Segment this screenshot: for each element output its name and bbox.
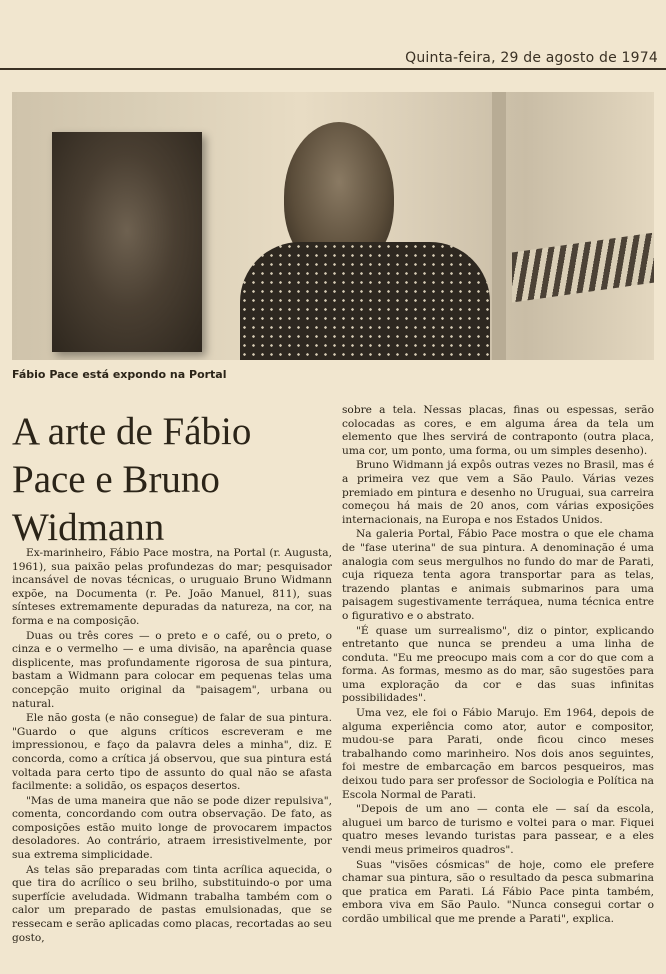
header-date: Quinta-feira, 29 de agosto de 1974 xyxy=(405,50,658,66)
photo-caption: Fábio Pace está expondo na Portal xyxy=(12,368,227,381)
paragraph: Suas "visões cósmicas" de hoje, como ele prefere chamar sua pintura, são o resultado da pesca submarina que pratica em Parati. Lá Fábio Pace pinta também, embora viva em São Paulo. "Nunca consegui cortar o cordão umbilical que me prende a Parati", explica. xyxy=(342,858,654,925)
paragraph: Ele não gosta (e não consegue) de falar de sua pintura. "Guardo o que alguns críticos escreveram e me impressionou, e faço da palavra deles a minha", diz. E concorda, como a crítica já observou, que sua pintura está voltada para certo tipo de assunto do qual não se afasta facilmente: a solidão, os espaços desertos. xyxy=(12,712,332,793)
article-column-left xyxy=(12,547,332,946)
article-headline: A arte de Fábio Pace e Bruno Widmann xyxy=(12,410,252,549)
paragraph: "É quase um surrealismo", diz o pintor, explicando entretanto que nunca se prendeu a uma linha de conduta. "Eu me preocupo mais com a cor do que com a forma. As formas, mesmo as do mar, são sugestões para uma exploração da cor e das suas infinitas possibilidades". xyxy=(342,624,654,705)
paragraph: "Mas de uma maneira que não se pode dizer repulsiva", comenta, concordando com outra observação. De fato, as composições estão muito longe de provocarem impactos desoladores. Ao contrário, atraem irresistivelmente, por sua extrema simplicidade. xyxy=(12,794,332,862)
article-column-right xyxy=(342,404,654,928)
paragraph: Bruno Widmann já expôs outras vezes no Brasil, mas é a primeira vez que vem a São Paulo. Várias vezes premiado em pintura e desenho no Uruguai, sua carreira começou há mais de 20 anos, com várias exposições internacionais, na Europa e nos Estados Unidos. xyxy=(342,459,654,526)
paragraph: Na galeria Portal, Fábio Pace mostra o que ele chama de "fase uterina" de sua pintura. A denominação é uma analogia com seus mergulhos no fundo do mar de Parati, cuja riqueza tenta agora transportar para as telas, trazendo plantas e animais submarinos para uma paisagem sugestivamente terráquea, numa técnica entre o figurativo e o abstrato. xyxy=(342,528,654,622)
paragraph: Uma vez, ele foi o Fábio Marujo. Em 1964, depois de alguma experiência como ator, autor e compositor, mudou-se para Parati, onde ficou cinco meses trabalhando como marinheiro. Nos dois anos seguintes, foi mestre de embarcação em barcos pesqueiros, mas deixou tudo para ser professor de Sociologia e Política na Escola Normal de Parati. xyxy=(342,707,654,801)
striped-awning xyxy=(512,231,654,302)
door-frame xyxy=(492,92,506,360)
paragraph: Duas ou três cores — o preto e o café, ou o preto, o cinza e o vermelho — e uma divisão, na aparência quase displicente, mas profundamente rigorosa de sua pintura, bastam a Widmann para colocar em pequenas telas uma concepção muito original da "paisagem", urbana ou natural. xyxy=(12,629,332,710)
paragraph: sobre a tela. Nessas placas, finas ou espessas, serão colocadas as cores, e em alguma área da tela um elemento que lhes servirá de contraponto (outra placa, uma cor, um ponto, uma forma, ou um simples desenho). xyxy=(342,404,654,457)
paragraph: "Depois de um ano — conta ele — saí da escola, aluguei um barco de turismo e voltei para o mar. Fiquei quatro meses levando turistas para passear, e a eles vendi meus primeiros quadros". xyxy=(342,803,654,856)
header-rule xyxy=(0,68,666,70)
portrait-body xyxy=(240,242,490,360)
paragraph: Ex-marinheiro, Fábio Pace mostra, na Portal (r. Augusta, 1961), sua paixão pelas profundezas do mar; pesquisador incansável de novas técnicas, o uruguaio Bruno Widmann expõe, na Documenta (r. Pe. João Manuel, 811), suas sínteses extremamente depuradas da natureza, na cor, na forma e na composição. xyxy=(12,547,332,627)
painting-on-wall xyxy=(52,132,202,352)
article-photo xyxy=(12,92,654,360)
paragraph: As telas são preparadas com tinta acrílica aquecida, o que tira do acrílico o seu brilho, substituindo-o por uma superfície aveludada. Widmann trabalha também com o calor um preparado de pastas emulsionadas, que se ressecam e serão aplicadas como placas, recortadas ao seu gosto, xyxy=(12,863,332,944)
